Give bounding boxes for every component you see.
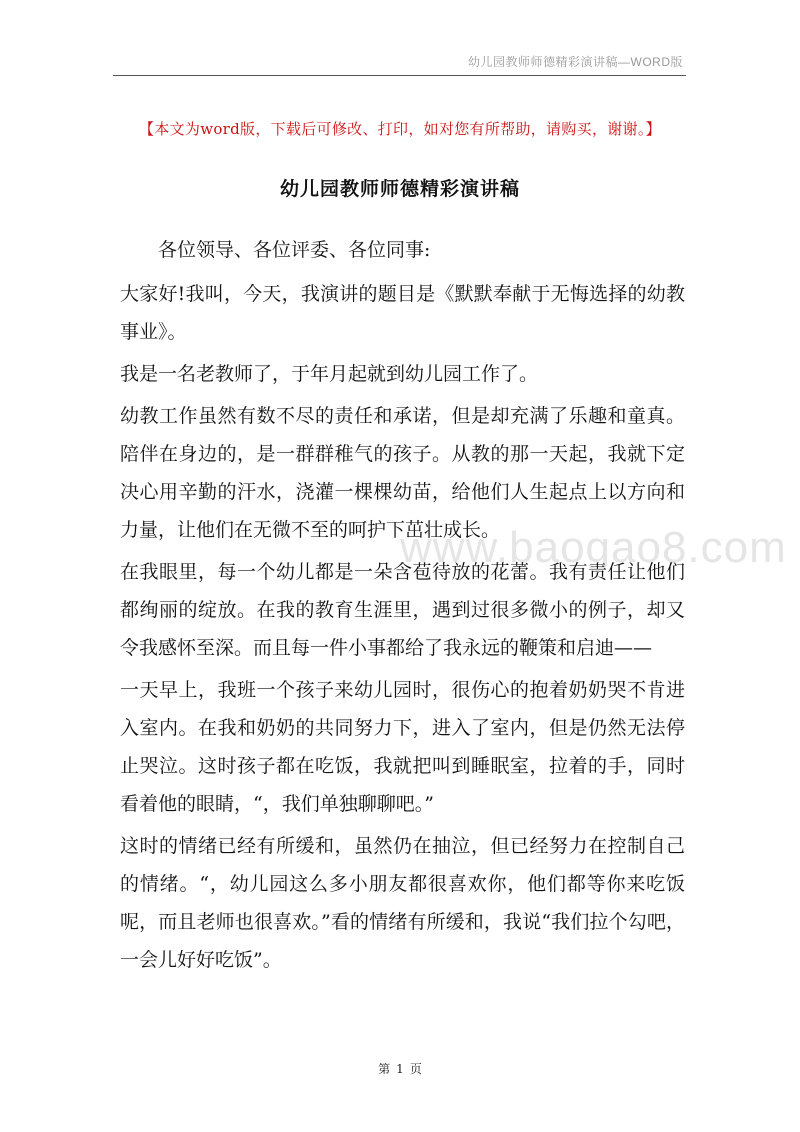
page-footer (0, 1060, 800, 1077)
body-paragraph: 我是一名老教师了，于年月起就到幼儿园工作了。 (120, 363, 539, 385)
document-title: 幼儿园教师师德精彩演讲稿 (279, 178, 520, 200)
page-number: 1 (396, 1062, 404, 1076)
page-label-prefix: 第 (378, 1062, 391, 1076)
body-paragraph: 在我眼里，每一个幼儿都是一朵含苞待放的花蕾。我有责任让他们都绚丽的绽放。在我的教育生涯里，遇到过很多微小的例子，却又令我感怀至深。而且每一件小事都给了我永远的鞭策和启迪—— (120, 561, 685, 659)
document-body (120, 231, 685, 983)
running-header: 幼儿园教师师德精彩演讲稿—WORD版 (468, 55, 683, 69)
body-paragraph: 这时的情绪已经有所缓和，虽然仍在抽泣，但已经努力在控制自己的情绪。“，幼儿园这么多小朋友都很喜欢你，他们都等你来吃饭呢，而且老师也很喜欢。”看的情绪有所缓和，我说“我们拉个勾吧，一会儿好好吃饭”。 (120, 835, 685, 971)
body-paragraph: 大家好!我叫，今天，我演讲的题目是《默默奉献于无悔选择的幼教事业》。 (120, 283, 685, 343)
header-rule (113, 75, 686, 76)
salutation-paragraph: 各位领导、各位评委、各位同事: (158, 239, 431, 261)
body-paragraph: 一天早上，我班一个孩子来幼儿园时，很伤心的抱着奶奶哭不肯进入室内。在我和奶奶的共同努力下，进入了室内，但是仍然无法停止哭泣。这时孩子都在吃饭，我就把叫到睡眠室，拉着的手，同时看着他的眼睛，“，我们单独聊聊吧。” (120, 679, 685, 815)
watermark: www.baogao8.com (400, 523, 787, 572)
page-label-suffix: 页 (409, 1062, 422, 1076)
purchase-notice: 【本文为word版，下载后可修改、打印，如对您有所帮助，请购买，谢谢。】 (139, 120, 661, 138)
body-paragraph: 幼教工作虽然有数不尽的责任和承诺，但是却充满了乐趣和童真。陪伴在身边的，是一群群稚气的孩子。从教的那一天起，我就下定决心用辛勤的汗水，浇灌一棵棵幼苗，给他们人生起点上以方向和力量，让他们在无微不至的呵护下茁壮成长。 (120, 405, 685, 541)
